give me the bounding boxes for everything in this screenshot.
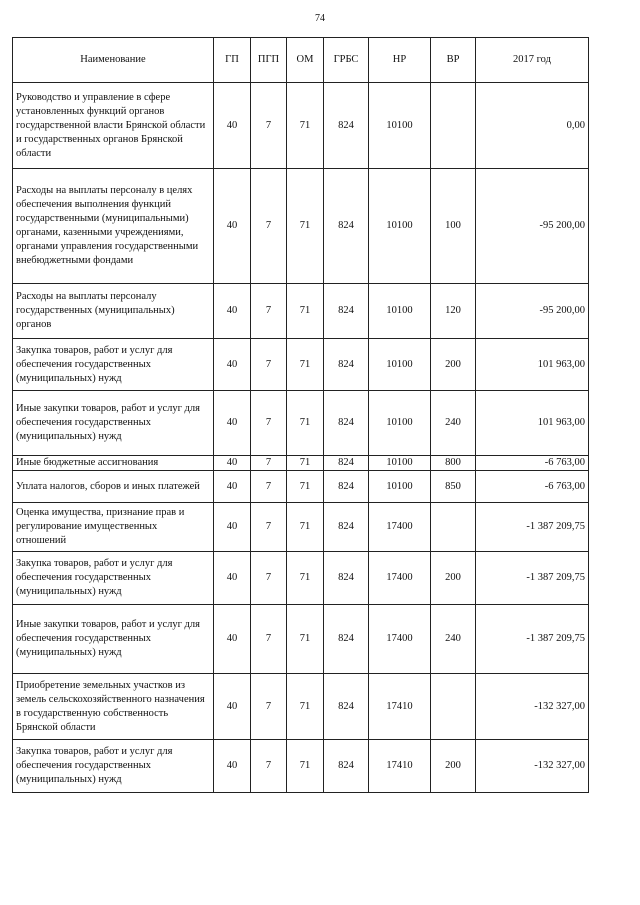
header-grbs: ГРБС <box>324 38 369 83</box>
table-row <box>13 391 589 456</box>
header-name: Наименование <box>13 38 214 83</box>
table-cell-name: Закупка товаров, работ и услуг для обеспечения государственных (муниципальных) нужд <box>13 552 214 605</box>
table-row <box>13 83 589 169</box>
table-cell-vr: 200 <box>431 339 476 391</box>
table-cell-nr: 17400 <box>369 605 431 674</box>
table-cell-vr: 120 <box>431 284 476 339</box>
header-om: ОМ <box>287 38 324 83</box>
table-cell-gp: 40 <box>214 391 251 456</box>
table-cell-name: Закупка товаров, работ и услуг для обеспечения государственных (муниципальных) нужд <box>13 740 214 793</box>
table-cell-vr: 850 <box>431 471 476 503</box>
table-cell-vr: 200 <box>431 740 476 793</box>
table-cell-amount: -1 387 209,75 <box>476 605 589 674</box>
table-cell-vr <box>431 83 476 169</box>
table-cell-nr: 17400 <box>369 503 431 552</box>
table-cell-grbs: 824 <box>324 503 369 552</box>
table-cell-nr: 10100 <box>369 83 431 169</box>
table-cell-name: Приобретение земельных участков из земель сельскохозяйственного назначения в государственную собственность Брянской области <box>13 674 214 740</box>
table-cell-pgp: 7 <box>251 552 287 605</box>
table-cell-pgp: 7 <box>251 339 287 391</box>
table-cell-amount: -132 327,00 <box>476 740 589 793</box>
table-cell-grbs: 824 <box>324 552 369 605</box>
table-cell-gp: 40 <box>214 552 251 605</box>
table-row <box>13 740 589 793</box>
table-cell-name: Руководство и управление в сфере установленных функций органов государственной власти Брянской области и государственных органов Брянской области <box>13 83 214 169</box>
table-cell-gp: 40 <box>214 284 251 339</box>
table-cell-om: 71 <box>287 339 324 391</box>
table-cell-gp: 40 <box>214 169 251 284</box>
table-cell-om: 71 <box>287 605 324 674</box>
table-cell-pgp: 7 <box>251 169 287 284</box>
table-cell-nr: 10100 <box>369 339 431 391</box>
table-cell-vr: 240 <box>431 605 476 674</box>
table-cell-gp: 40 <box>214 339 251 391</box>
table-cell-grbs: 824 <box>324 674 369 740</box>
table-cell-vr <box>431 674 476 740</box>
table-row <box>13 169 589 284</box>
table-cell-om: 71 <box>287 456 324 471</box>
table-cell-name: Уплата налогов, сборов и иных платежей <box>13 471 214 503</box>
table-row <box>13 503 589 552</box>
page-number: 74 <box>315 13 325 24</box>
table-cell-pgp: 7 <box>251 605 287 674</box>
table-cell-gp: 40 <box>214 471 251 503</box>
table-cell-name: Расходы на выплаты персоналу государственных (муниципальных) органов <box>13 284 214 339</box>
table-row <box>13 339 589 391</box>
table-cell-gp: 40 <box>214 605 251 674</box>
header-pgp: ПГП <box>251 38 287 83</box>
table-cell-pgp: 7 <box>251 674 287 740</box>
table-cell-name: Иные бюджетные ассигнования <box>13 456 214 471</box>
table-cell-name: Расходы на выплаты персоналу в целях обеспечения выполнения функций государственными (муниципальными) органами, казенными учреждениями, органами управления государственными внебюджетными фондами <box>13 169 214 284</box>
table-cell-name: Оценка имущества, признание прав и регулирование имущественных отношений <box>13 503 214 552</box>
table-cell-pgp: 7 <box>251 456 287 471</box>
table-cell-gp: 40 <box>214 503 251 552</box>
table-cell-gp: 40 <box>214 456 251 471</box>
table-cell-om: 71 <box>287 83 324 169</box>
table-cell-pgp: 7 <box>251 83 287 169</box>
table-cell-nr: 10100 <box>369 284 431 339</box>
table-cell-grbs: 824 <box>324 339 369 391</box>
table-cell-pgp: 7 <box>251 284 287 339</box>
table-cell-om: 71 <box>287 503 324 552</box>
table-row <box>13 552 589 605</box>
table-cell-pgp: 7 <box>251 503 287 552</box>
table-cell-nr: 10100 <box>369 456 431 471</box>
table-cell-vr: 800 <box>431 456 476 471</box>
table-cell-grbs: 824 <box>324 471 369 503</box>
header-nr: НР <box>369 38 431 83</box>
header-amount: 2017 год <box>476 38 589 83</box>
budget-table <box>12 37 589 793</box>
table-cell-amount: 101 963,00 <box>476 391 589 456</box>
table-cell-grbs: 824 <box>324 740 369 793</box>
table-row <box>13 471 589 503</box>
table-cell-amount: -95 200,00 <box>476 284 589 339</box>
table-cell-gp: 40 <box>214 740 251 793</box>
table-row <box>13 674 589 740</box>
table-cell-pgp: 7 <box>251 391 287 456</box>
header-gp: ГП <box>214 38 251 83</box>
header-row <box>13 38 589 83</box>
table-cell-amount: -6 763,00 <box>476 471 589 503</box>
table-row <box>13 456 589 471</box>
table-cell-om: 71 <box>287 169 324 284</box>
table-cell-vr: 200 <box>431 552 476 605</box>
table-cell-amount: -1 387 209,75 <box>476 552 589 605</box>
table-cell-pgp: 7 <box>251 740 287 793</box>
table-cell-vr: 100 <box>431 169 476 284</box>
table-cell-om: 71 <box>287 391 324 456</box>
header-vr: ВР <box>431 38 476 83</box>
table-cell-om: 71 <box>287 471 324 503</box>
table-cell-grbs: 824 <box>324 605 369 674</box>
table-cell-nr: 17410 <box>369 674 431 740</box>
table-cell-name: Иные закупки товаров, работ и услуг для обеспечения государственных (муниципальных) нужд <box>13 605 214 674</box>
table-cell-om: 71 <box>287 284 324 339</box>
table-cell-grbs: 824 <box>324 83 369 169</box>
table-cell-vr <box>431 503 476 552</box>
table-cell-grbs: 824 <box>324 284 369 339</box>
table-cell-amount: -132 327,00 <box>476 674 589 740</box>
table-row <box>13 284 589 339</box>
table-cell-om: 71 <box>287 674 324 740</box>
table-cell-name: Закупка товаров, работ и услуг для обеспечения государственных (муниципальных) нужд <box>13 339 214 391</box>
table-cell-amount: -6 763,00 <box>476 456 589 471</box>
table-cell-amount: 101 963,00 <box>476 339 589 391</box>
table-cell-vr: 240 <box>431 391 476 456</box>
table-cell-grbs: 824 <box>324 456 369 471</box>
table-cell-amount: 0,00 <box>476 83 589 169</box>
table-cell-name: Иные закупки товаров, работ и услуг для обеспечения государственных (муниципальных) нужд <box>13 391 214 456</box>
table-cell-gp: 40 <box>214 674 251 740</box>
table-cell-nr: 17410 <box>369 740 431 793</box>
table-cell-amount: -95 200,00 <box>476 169 589 284</box>
table-cell-nr: 10100 <box>369 391 431 456</box>
table-cell-nr: 17400 <box>369 552 431 605</box>
table-cell-om: 71 <box>287 740 324 793</box>
table-cell-pgp: 7 <box>251 471 287 503</box>
table-cell-gp: 40 <box>214 83 251 169</box>
table-cell-nr: 10100 <box>369 471 431 503</box>
table-cell-grbs: 824 <box>324 169 369 284</box>
table-cell-grbs: 824 <box>324 391 369 456</box>
table-cell-nr: 10100 <box>369 169 431 284</box>
table-row <box>13 605 589 674</box>
table-cell-amount: -1 387 209,75 <box>476 503 589 552</box>
table-cell-om: 71 <box>287 552 324 605</box>
